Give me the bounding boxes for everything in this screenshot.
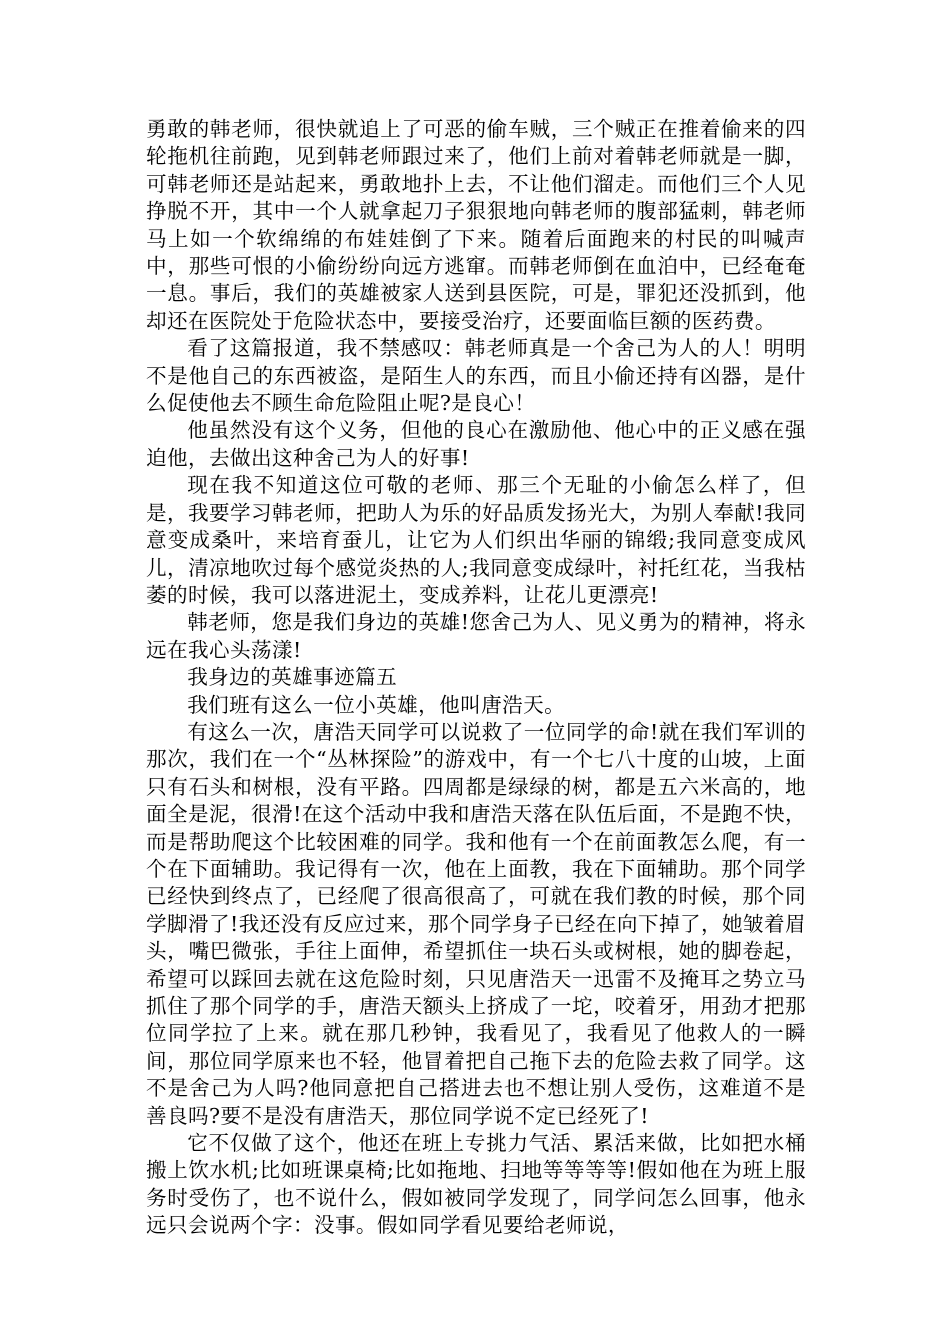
section-heading: 我身边的英雄事迹篇五: [187, 665, 398, 690]
paragraph-8: 它不仅做了这个，他还在班上专挑力气活、累活来做，比如把水桶搬上饮水机;比如班课桌椅;比如拖地、扫地等等等等!假如他在为班上服务时受伤了，也不说什么，假如被同学发现了，同学问怎么回事，他永远只会说两个字：没事。假如同学看见要给老师说，: [146, 1131, 806, 1238]
paragraph-2: 看了这篇报道，我不禁感叹：韩老师真是一个舍己为人的人！明明不是他自己的东西被盗，是陌生人的东西，而且小偷还持有凶器，是什么促使他去不顾生命危险阻止呢?是良心！: [146, 336, 806, 416]
paragraph-7: 有这么一次，唐浩天同学可以说救了一位同学的命!就在我们军训的那次，我们在一个“丛林探险”的游戏中，有一个七八十度的山坡，上面只有石头和树根，没有平路。四周都是绿绿的树，都是五六米高的，地面全是泥，很滑!在这个活动中我和唐浩天落在队伍后面，不是跑不快，而是帮助爬这个比较困难的同学。我和他有一个在前面教怎么爬，有一个在下面辅助。我记得有一次，他在上面教，我在下面辅助。那个同学已经快到终点了，已经爬了很高很高了，可就在我们教的时候，那个同学脚滑了!我还没有反应过来，那个同学身子已经在向下掉了，她皱着眉头，嘴巴微张，手往上面伸，希望抓住一块石头或树根，她的脚卷起，希望可以踩回去就在这危险时刻，只见唐浩天一迅雷不及掩耳之势立马抓住了那个同学的手，唐浩天额头上挤成了一坨，咬着牙，用劲才把那位同学拉了上来。就在那几秒钟，我看见了，我看见了他救人的一瞬间，那位同学原来也不轻，他冒着把自己拖下去的危险去救了同学。这不是舍己为人吗?他同意把自己搭进去也不想让别人受伤，这难道不是善良吗?要不是没有唐浩天，那位同学说不定已经死了!: [146, 719, 806, 1128]
paragraph-3: 他虽然没有这个义务，但他的良心在激励他、他心中的正义感在强迫他，去做出这种舍己为人的好事!: [146, 418, 806, 470]
paragraph-4: 现在我不知道这位可敬的老师、那三个无耻的小偷怎么样了，但是，我要学习韩老师，把助人为乐的好品质发扬光大，为别人奉献!我同意变成桑叶，来培育蚕儿，让它为人们织出华丽的锦缎;我同意变成风儿，清凉地吹过每个感觉炎热的人;我同意变成绿叶，衬托红花，当我枯萎的时候，我可以落进泥土，变成养料，让花儿更漂亮!: [146, 473, 806, 607]
paragraph-5: 韩老师，您是我们身边的英雄!您舍己为人、见义勇为的精神，将永远在我心头荡漾!: [146, 610, 806, 662]
document-body: [146, 116, 806, 1240]
paragraph-1: 勇敢的韩老师，很快就追上了可恶的偷车贼，三个贼正在推着偷来的四轮拖机往前跑，见到韩老师跟过来了，他们上前对着韩老师就是一脚，可韩老师还是站起来，勇敢地扑上去，不让他们溜走。而他们三个人见挣脱不开，其中一个人就拿起刀子狠狠地向韩老师的腹部猛刺，韩老师马上如一个软绵绵的布娃娃倒了下来。随着后面跑来的村民的叫喊声中，那些可恨的小偷纷纷向远方逃窜。而韩老师倒在血泊中，已经奄奄一息。事后，我们的英雄被家人送到县医院，可是，罪犯还没抓到，他却还在医院处于危险状态中，要接受治疗，还要面临巨额的医药费。: [146, 117, 806, 333]
paragraph-6: 我们班有这么一位小英雄，他叫唐浩天。: [187, 692, 566, 717]
